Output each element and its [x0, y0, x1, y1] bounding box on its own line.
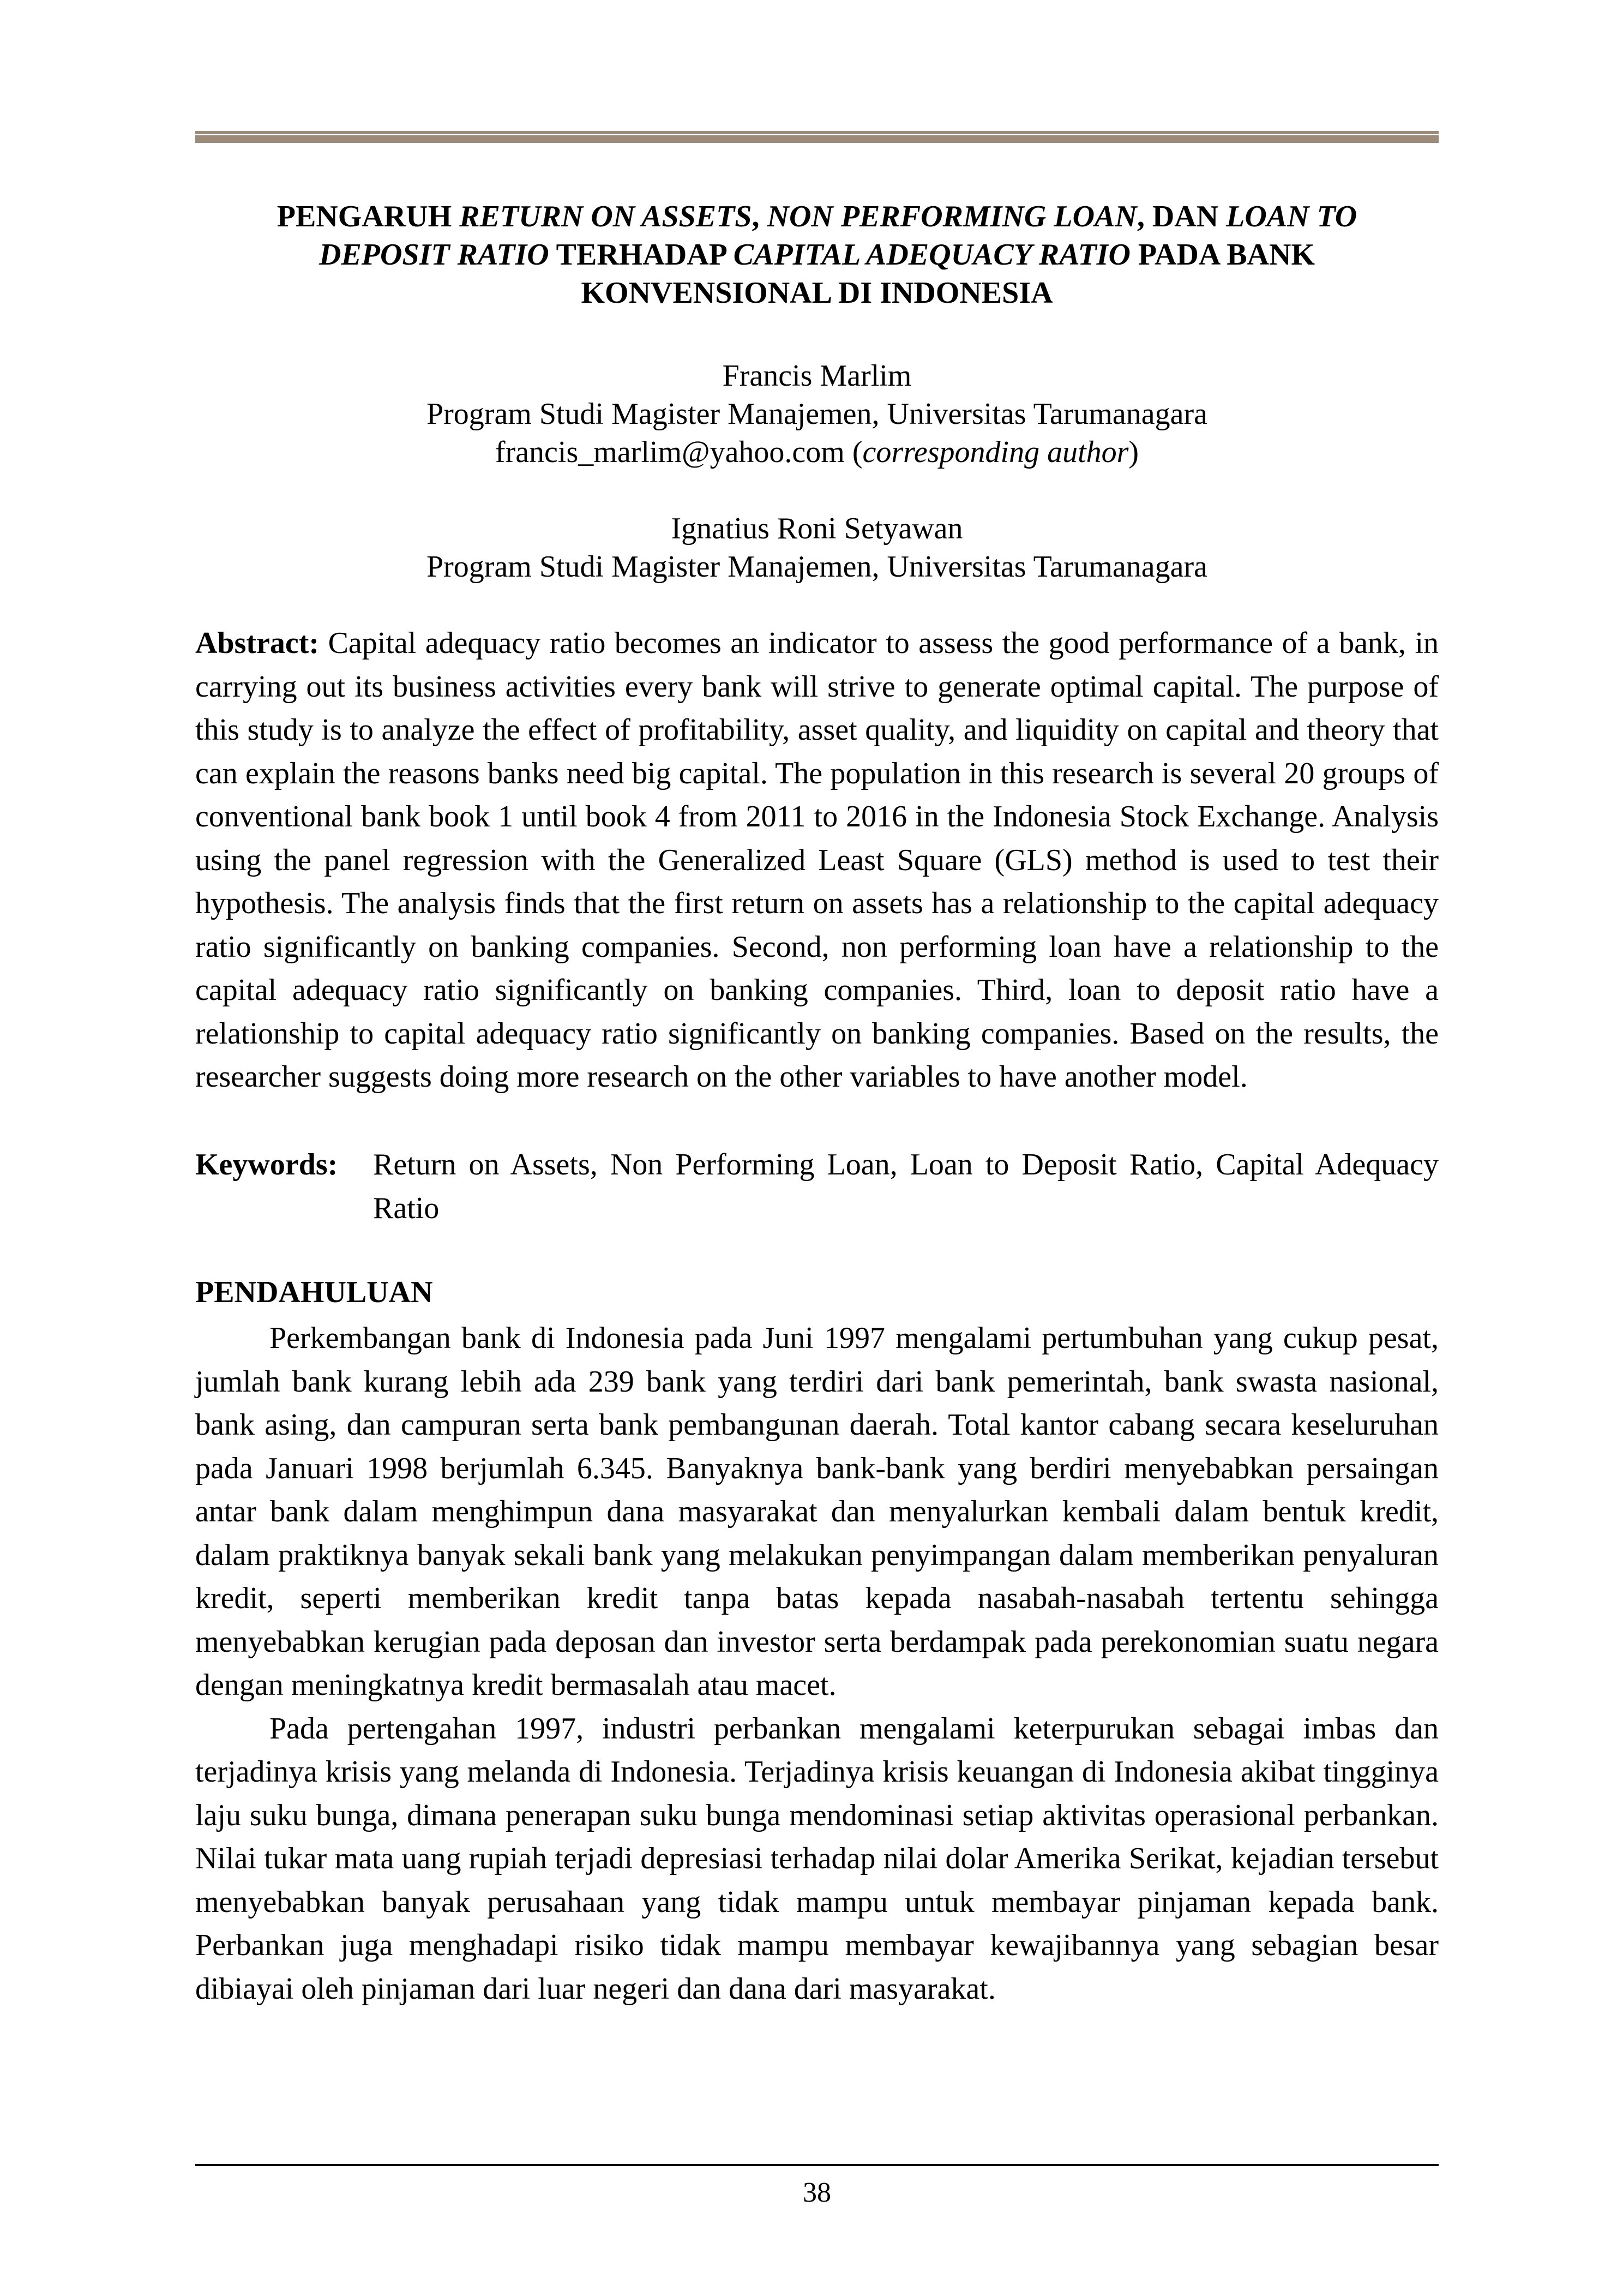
author-affiliation: Program Studi Magister Manajemen, Universitas Tarumanagara — [426, 397, 1207, 431]
keywords-text: Return on Assets, Non Performing Loan, Loan to Deposit Ratio, Capital Adequacy Ratio — [373, 1148, 1439, 1225]
title-line-1: PENGARUH RETURN ON ASSETS, NON PERFORMING LOAN, DAN LOAN TO — [276, 200, 1357, 233]
body-paragraph: Perkembangan bank di Indonesia pada Juni 1997 mengalami pertumbuhan yang cukup pesat, jumlah bank kurang lebih ada 239 bank yang terdiri dari bank pemerintah, bank swasta nasional, bank asing, dan campuran serta bank pembangunan daerah. Total kantor cabang secara keseluruhan pada Januari 1998 berjumlah 6.345. Banyaknya bank-bank yang berdiri menyebabkan persaingan antar bank dalam menghimpun dana masyarakat dan menyalurkan kembali dalam bentuk kredit, dalam praktiknya banyak sekali bank yang melakukan penyimpangan dalam memberikan penyaluran kredit, seperti memberikan kredit tanpa batas kepada nasabah-nasabah tertentu sehingga menyebabkan kerugian pada deposan dan investor serta berdampak pada perekonomian suatu negara dengan meningkatnya kredit bermasalah atau macet. — [195, 1321, 1439, 1702]
section-body — [195, 1317, 1439, 2011]
keywords — [195, 1143, 1439, 1230]
author-block — [195, 357, 1439, 586]
author-contact: francis_marlim@yahoo.com (corresponding author) — [495, 435, 1139, 469]
abstract — [195, 622, 1439, 1099]
body-paragraph: Pada pertengahan 1997, industri perbankan mengalami keterpurukan sebagai imbas dan terjadinya krisis yang melanda di Indonesia. Terjadinya krisis keuangan di Indonesia akibat tingginya laju suku bunga, dimana penerapan suku bunga mendominasi setiap aktivitas operasional perbankan. Nilai tukar mata uang rupiah terjadi depresiasi terhadap nilai dolar Amerika Serikat, kejadian tersebut menyebabkan banyak perusahaan yang tidak mampu untuk membayar pinjaman kepada bank. Perbankan juga menghadapi risiko tidak mampu membayar kewajibannya yang sebagian besar dibiayai oleh pinjaman dari luar negeri dan dana dari masyarakat. — [195, 1711, 1439, 2006]
header-rule-thin — [195, 131, 1439, 134]
author-email[interactable]: francis_marlim@yahoo.com — [495, 435, 845, 469]
author-name: Francis Marlim — [722, 359, 912, 393]
header-rule-thick — [195, 135, 1439, 143]
author-name: Ignatius Roni Setyawan — [671, 512, 963, 545]
keywords-label: Keywords: — [195, 1148, 338, 1182]
author-affiliation: Program Studi Magister Manajemen, Universitas Tarumanagara — [426, 550, 1207, 584]
author-spacer — [195, 471, 1439, 509]
title-line-2: DEPOSIT RATIO TERHADAP CAPITAL ADEQUACY RATIO PADA BANK — [319, 238, 1315, 272]
title-line-3: KONVENSIONAL DI INDONESIA — [581, 276, 1053, 310]
paper-title — [195, 197, 1439, 312]
page-number: 38 — [803, 2177, 831, 2208]
abstract-text: Capital adequacy ratio becomes an indicator to assess the good performance of a bank, in carrying out its business activities every bank will strive to generate optimal capital. The purpose of this study is to analyze the effect of profitability, asset quality, and liquidity on capital and theory that can explain the reasons banks need big capital. The population in this research is several 20 groups of conventional bank book 1 until book 4 from 2011 to 2016 in the Indonesia Stock Exchange. Analysis using the panel regression with the Generalized Least Square (GLS) method is used to test their hypothesis. The analysis finds that the first return on assets has a relationship to the capital adequacy ratio significantly on banking companies. Second, non performing loan have a relationship to the capital adequacy ratio significantly on banking companies. Third, loan to deposit ratio have a relationship to capital adequacy ratio significantly on banking companies. Based on the results, the researcher suggests doing more research on the other variables to have another model. — [195, 626, 1439, 1094]
footer-rule — [195, 2164, 1439, 2166]
section-heading: PENDAHULUAN — [195, 1275, 433, 1309]
abstract-label: Abstract: — [195, 626, 320, 660]
corresponding-author-note: corresponding author — [862, 435, 1129, 469]
